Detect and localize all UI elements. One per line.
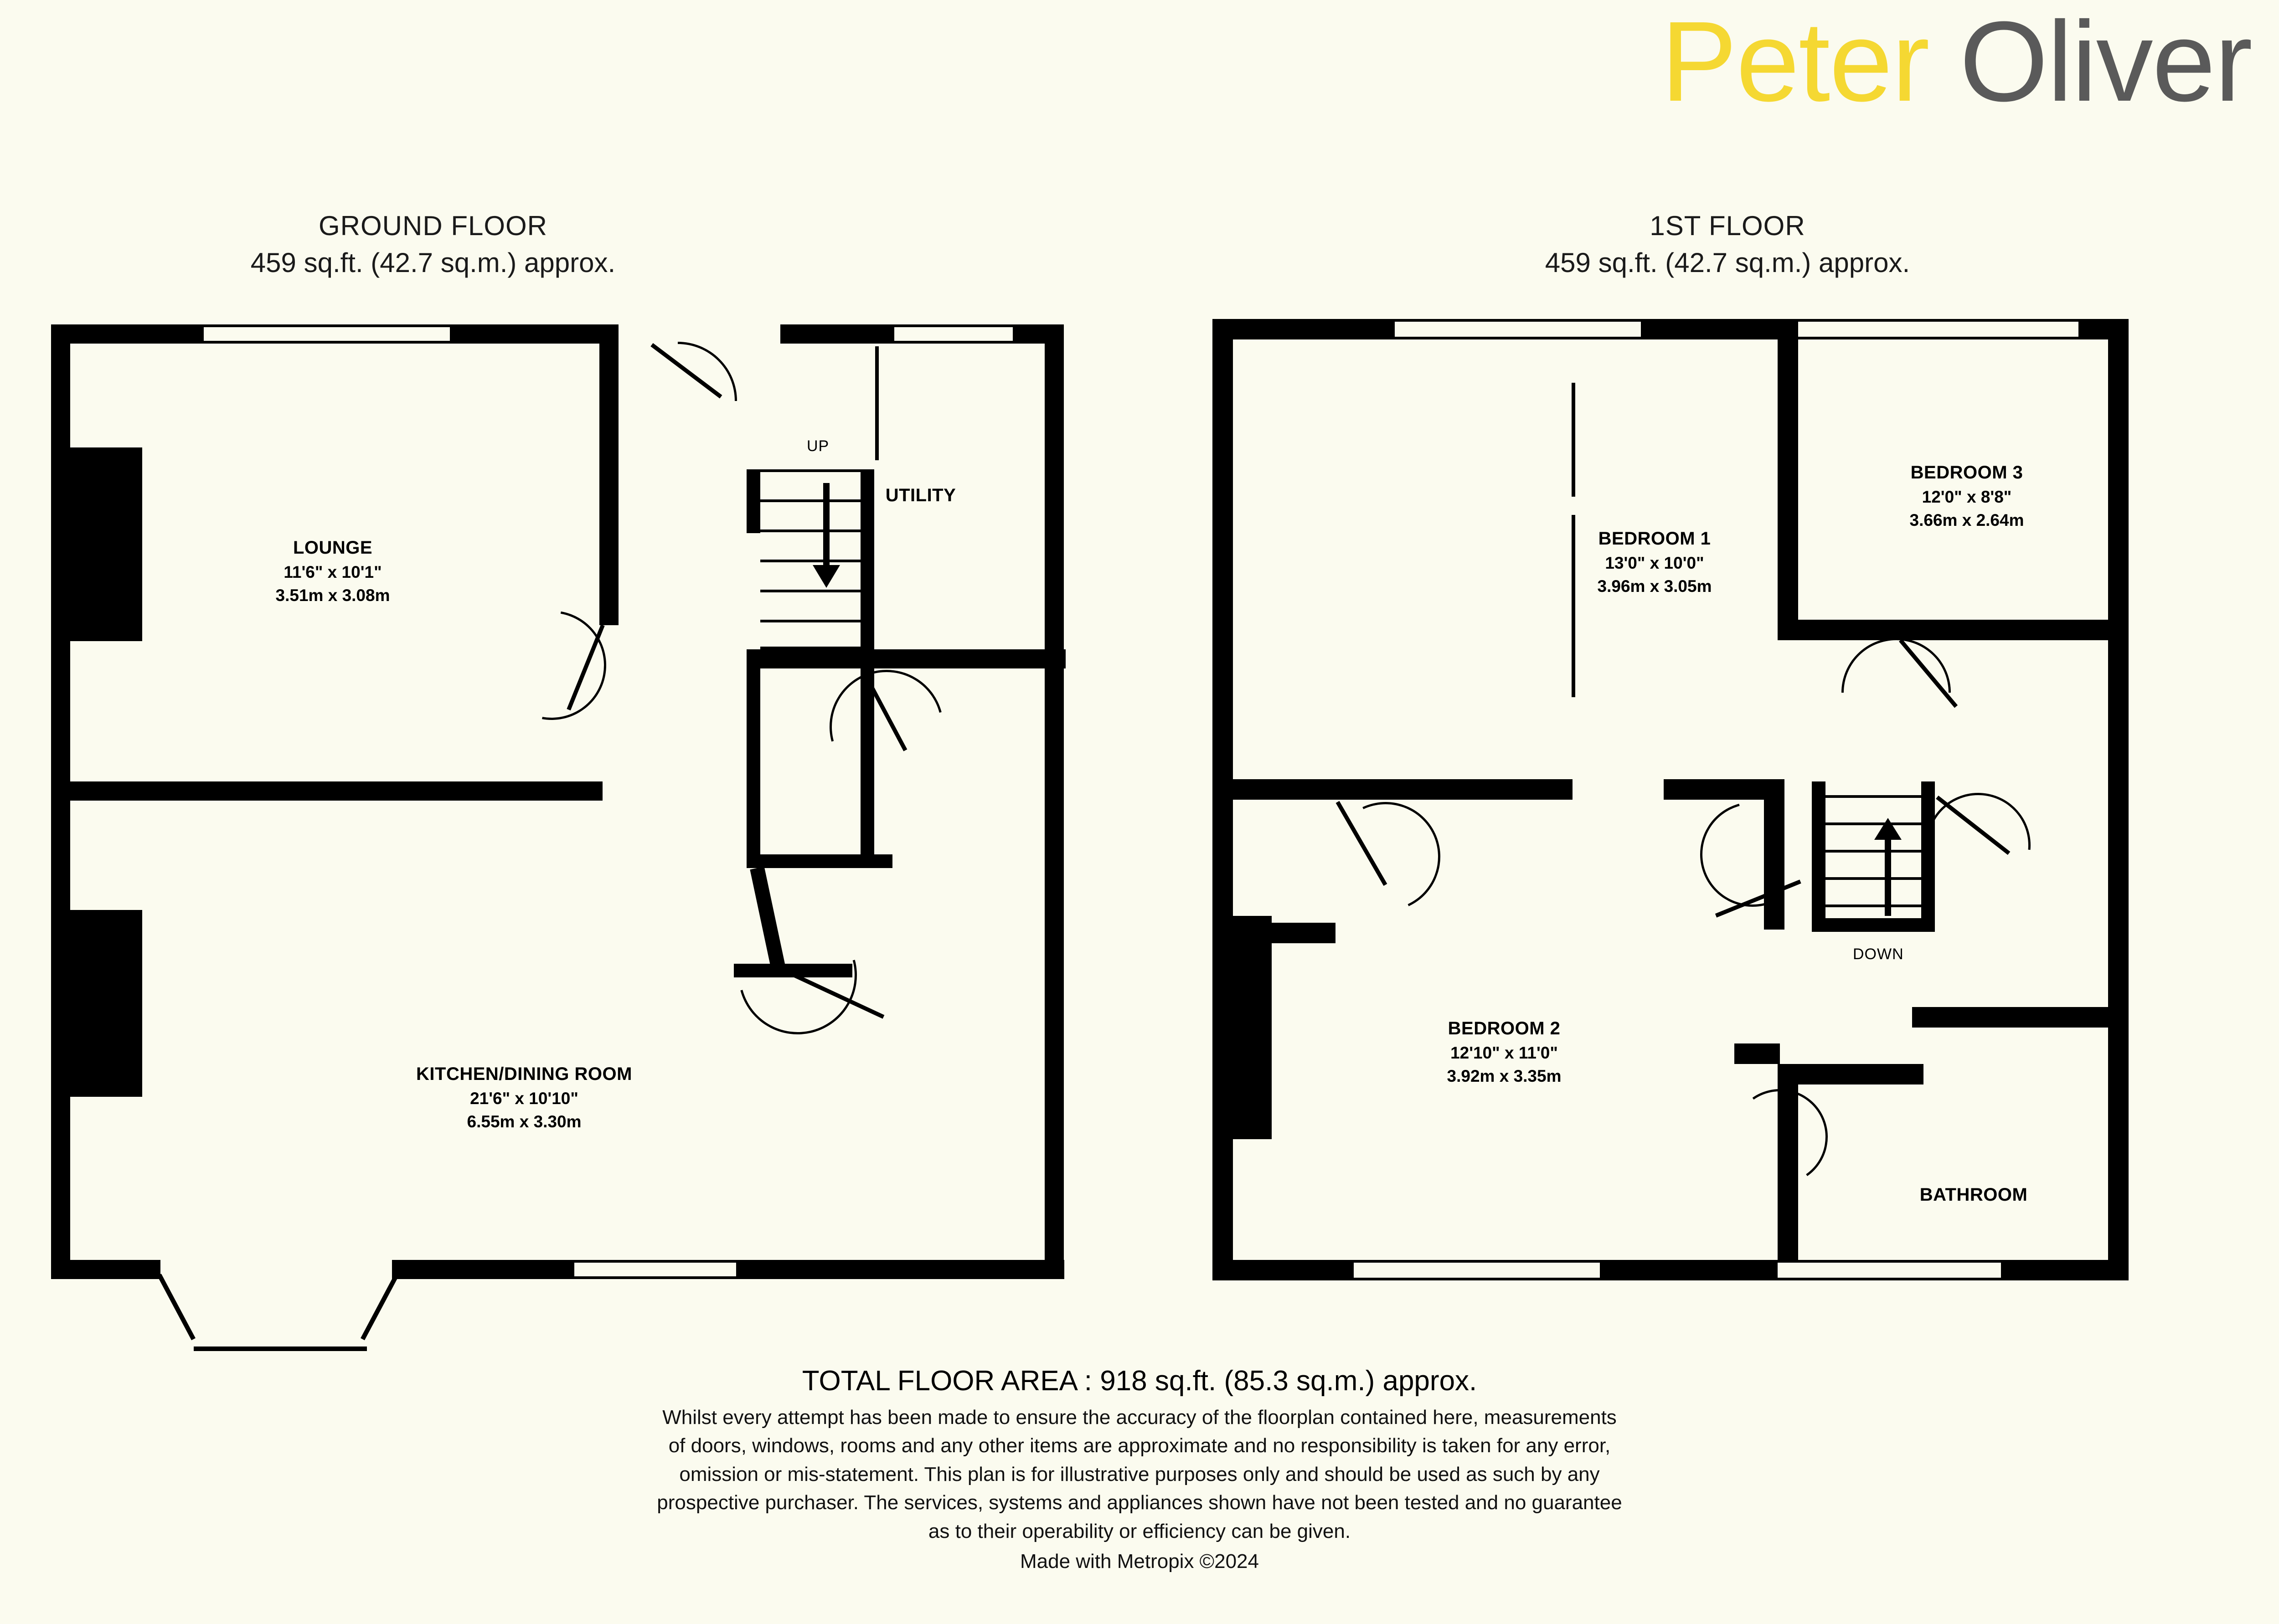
first-floor-plan [1185, 0, 2279, 1367]
room-label-bedroom1 [1495, 526, 1814, 598]
ground-floor-plan [0, 0, 1094, 1367]
bedroom2-name: BEDROOM 2 [1448, 1018, 1561, 1038]
wall-bottom-right [736, 1260, 1064, 1279]
wall-left-outer-upper [51, 324, 70, 447]
wall-bottom-mid [392, 1260, 574, 1279]
room-label-bathroom [1823, 1182, 2124, 1208]
bedroom1-metric: 3.96m x 3.05m [1597, 577, 1712, 596]
bedroom1-detail-line-upper [1572, 383, 1575, 497]
room-label-utility [820, 483, 1021, 508]
wall-top-door-gap [780, 324, 894, 344]
wall-bed2-jamb [1272, 923, 1335, 943]
door-arc-landing-left [1681, 783, 1824, 926]
stair-down-arrow-shaft [1885, 838, 1891, 916]
wall-bottom-left [51, 1260, 160, 1279]
disclaimer-line-1: Whilst every attempt has been made to ensure the accuracy of the floorplan contained here, measurements [662, 1406, 1617, 1429]
wall-lounge-bottom [51, 781, 603, 801]
wall-bathroom-left-upper [1912, 1007, 1933, 1028]
disclaimer-text [0, 1403, 2279, 1546]
bay-bottom-splay-right [361, 1274, 399, 1340]
lounge-name: LOUNGE [293, 538, 373, 558]
door-leaf-bathroom [1779, 1089, 1783, 1176]
bay-bottom-splay-mid-left [194, 1346, 280, 1351]
footer-block [0, 1365, 2279, 1573]
lounge-metric: 3.51m x 3.08m [275, 586, 390, 605]
lounge-imperial: 11'6" x 10'1" [284, 563, 382, 582]
bay-left-1f [1212, 916, 1272, 1139]
window-top-bed1 [1395, 319, 1641, 339]
ground-floor-area-text: 459 sq.ft. (42.7 sq.m.) approx. [250, 247, 616, 278]
window-bottom-kitchen [574, 1260, 736, 1279]
bathroom-name: BATHROOM [1919, 1185, 2028, 1205]
disclaimer-line-3: omission or mis-statement. This plan is for illustrative purposes only and should be used as such by any [679, 1463, 1600, 1485]
window-top-bed3 [1778, 319, 2078, 339]
total-floor-area: TOTAL FLOOR AREA : 918 sq.ft. (85.3 sq.m.) approx. [802, 1365, 1477, 1397]
bay-bottom-splay-left [157, 1274, 196, 1340]
wall-top-left-1f [1212, 319, 1395, 339]
hall-door-jamb [875, 346, 879, 460]
window-bottom-bathroom [1778, 1260, 2001, 1280]
wall-left-outer-1f-upper [1212, 319, 1233, 916]
bay-left-lower [51, 910, 142, 1097]
room-label-kitchen [315, 1062, 734, 1133]
door-arc-front [594, 317, 762, 485]
window-top-utility [894, 324, 1013, 344]
window-bottom-bed2 [1354, 1260, 1600, 1280]
wall-stairwell-bottom [1812, 918, 1935, 932]
window-top-lounge [204, 324, 450, 344]
logo-first-word: Peter [1661, 0, 1929, 125]
bedroom1-imperial: 13'0" x 10'0" [1605, 554, 1704, 573]
wall-lounge-right [599, 324, 619, 625]
disclaimer-line-4: prospective purchaser. The services, systems and appliances shown have not been tested and no guarantee [657, 1491, 1622, 1514]
bedroom3-metric: 3.66m x 2.64m [1909, 511, 2024, 530]
bay-left-upper [51, 447, 142, 641]
stair-down-label: DOWN [1853, 946, 1904, 963]
wall-top-left [51, 324, 204, 344]
kitchen-metric: 6.55m x 3.30m [467, 1112, 582, 1131]
wall-bed3-bottom [1778, 620, 2117, 640]
logo-second-word: Oliver [1959, 0, 2252, 125]
stair-down-arrow-head [1874, 818, 1902, 840]
ground-floor-title-text: GROUND FLOOR [318, 211, 548, 241]
kitchen-imperial: 21'6" x 10'10" [470, 1089, 578, 1108]
wall-hall-lower-left [747, 649, 760, 868]
wall-top-mid-1f [1641, 319, 1778, 339]
door-arc-kitchen [809, 649, 964, 805]
first-floor-staircase [1825, 795, 1921, 918]
bedroom1-name: BEDROOM 1 [1598, 529, 1711, 549]
room-label-lounge [196, 535, 469, 607]
wall-top-mid [450, 324, 619, 344]
wall-stairwell-left [1812, 781, 1825, 932]
kitchen-name: KITCHEN/DINING ROOM [416, 1064, 632, 1084]
bedroom2-metric: 3.92m x 3.35m [1447, 1067, 1562, 1086]
disclaimer-line-5: as to their operability or efficiency can be given. [928, 1520, 1351, 1542]
wall-bottom-right-1f [2001, 1260, 2129, 1280]
room-label-bedroom2 [1345, 1016, 1664, 1088]
wall-left-outer-mid [51, 641, 70, 910]
wall-bathroom-top [1912, 1007, 2129, 1028]
stair-up-label: UP [807, 437, 830, 455]
wall-left-outer-lower [51, 1097, 70, 1279]
first-floor-area-text: 459 sq.ft. (42.7 sq.m.) approx. [1545, 247, 1910, 278]
wall-landing-left [1664, 779, 1684, 800]
bay-bottom-splay-mid-right [280, 1346, 367, 1351]
utility-name: UTILITY [885, 485, 956, 505]
wall-left-outer-1f-lower [1212, 1139, 1233, 1280]
wall-utility-bottom [747, 649, 1066, 668]
wall-landing-jamb [1734, 1043, 1780, 1064]
disclaimer-line-2: of doors, windows, rooms and any other items are approximate and no responsibility is taken for any error, [668, 1434, 1611, 1457]
bedroom3-imperial: 12'0" x 8'8" [1922, 488, 2012, 507]
first-floor-title-text: 1ST FLOOR [1650, 211, 1805, 241]
wall-hall-left [747, 469, 760, 533]
door-arc-bed2 [1315, 786, 1456, 927]
wall-right-outer [1045, 324, 1064, 1279]
room-label-bedroom3 [1816, 460, 2117, 532]
wall-bed1-bottom [1212, 779, 1573, 800]
made-with-credit: Made with Metropix ©2024 [1020, 1550, 1259, 1573]
stair-arrow-head [813, 565, 840, 588]
wall-bottom-mid-1f [1600, 1260, 1778, 1280]
wall-bottom-left-1f [1212, 1260, 1354, 1280]
wall-landing-bottom [1778, 1064, 1923, 1084]
bedroom2-imperial: 12'10" x 11'0" [1450, 1043, 1558, 1063]
bedroom3-name: BEDROOM 3 [1910, 463, 2023, 483]
wall-hall-bottom [747, 854, 892, 868]
